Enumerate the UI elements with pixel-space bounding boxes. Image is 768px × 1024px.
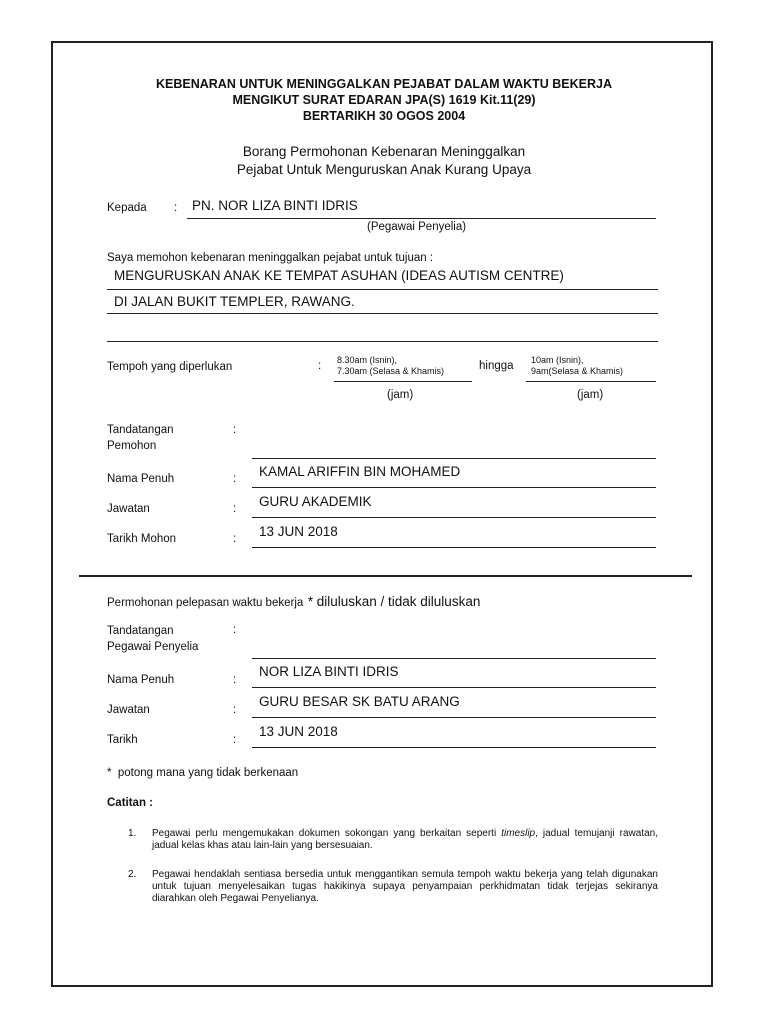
- pemohon-tandatangan-label2: Pemohon: [107, 440, 157, 452]
- tempoh-to-line2: 9am(Selasa & Khamis): [531, 366, 624, 376]
- tempoh-from: [337, 355, 444, 377]
- penyelia-tarikh-label: Tarikh: [107, 734, 138, 746]
- form-title-line2: MENGIKUT SURAT EDARAN JPA(S) 1619 Kit.11(29): [232, 93, 536, 107]
- pemohon-tarikh-label: Tarikh Mohon: [107, 533, 177, 545]
- penyelia-tandatangan-colon: :: [233, 624, 237, 636]
- tujuan-line1: MENGURUSKAN ANAK KE TEMPAT ASUHAN (IDEAS AUTISM CENTRE): [114, 268, 564, 283]
- penyelia-jawatan-colon: :: [233, 704, 237, 716]
- pemohon-nama-value: KAMAL ARIFFIN BIN MOHAMED: [259, 464, 461, 479]
- note1-text-b: , jadual temujanji rawatan, jadual kelas khas atau lain-lain yang bersesuaian.: [152, 828, 658, 851]
- kepada-caption: (Pegawai Penyelia): [367, 221, 467, 233]
- footnote: [107, 767, 298, 779]
- footnote-star: *: [107, 767, 112, 779]
- tempoh-colon: :: [318, 360, 322, 372]
- kelulusan-decision: * diluluskan / tidak diluluskan: [307, 594, 481, 609]
- pemohon-jawatan-value: GURU AKADEMIK: [259, 494, 372, 509]
- penyelia-tandatangan-label2: Pegawai Penyelia: [107, 641, 199, 653]
- penyelia-tarikh-colon: :: [233, 734, 237, 746]
- tempoh-from-line1: 8.30am (Isnin),: [337, 355, 398, 365]
- penyelia-tandatangan-label1: Tandatangan: [107, 625, 174, 637]
- tujuan-underline-3: [107, 341, 658, 342]
- penyelia-tarikh-value: 13 JUN 2018: [259, 724, 338, 739]
- tempoh-from-line2: 7.30am (Selasa & Khamis): [337, 366, 445, 376]
- pemohon-jawatan-underline: [252, 517, 656, 518]
- form-subtitle-line1: Borang Permohonan Kebenaran Meninggalkan: [242, 144, 526, 159]
- pemohon-jawatan-label: Jawatan: [107, 503, 150, 515]
- penyelia-nama-value: NOR LIZA BINTI IDRIS: [259, 664, 399, 679]
- kepada-colon: :: [174, 202, 178, 214]
- note1-text-em: timeslip: [501, 828, 536, 839]
- pemohon-nama-underline: [252, 487, 656, 488]
- note1-number: 1.: [128, 828, 137, 839]
- tujuan-underline-2: [107, 313, 658, 314]
- tujuan-label: Saya memohon kebenaran meninggalkan pejabat untuk tujuan :: [107, 252, 434, 264]
- section-divider: [79, 575, 692, 577]
- tempoh-from-underline: [334, 381, 472, 382]
- penyelia-nama-colon: :: [233, 674, 237, 686]
- pemohon-nama-label: Nama Penuh: [107, 473, 175, 485]
- form-title-line3: BERTARIKH 30 OGOS 2004: [302, 109, 466, 123]
- penyelia-tandatangan-underline: [252, 658, 656, 659]
- note1-text: [152, 828, 658, 852]
- tempoh-hingga: hingga: [479, 360, 514, 372]
- kepada-label: Kepada: [107, 202, 147, 214]
- penyelia-jawatan-value: GURU BESAR SK BATU ARANG: [259, 694, 460, 709]
- pemohon-tandatangan-underline: [252, 458, 656, 459]
- kepada-underline: [187, 218, 656, 219]
- pemohon-tandatangan-colon: :: [233, 424, 237, 436]
- tempoh-to-line1: 10am (Isnin),: [531, 355, 584, 365]
- footnote-text: potong mana yang tidak berkenaan: [117, 767, 299, 779]
- tempoh-to: [531, 355, 623, 377]
- form-subtitle-line2: Pejabat Untuk Menguruskan Anak Kurang Upaya: [236, 162, 532, 177]
- pemohon-nama-colon: :: [233, 473, 237, 485]
- pemohon-tandatangan-label1: Tandatangan: [107, 424, 174, 436]
- penyelia-tarikh-underline: [252, 747, 656, 748]
- kepada-value: PN. NOR LIZA BINTI IDRIS: [192, 198, 358, 213]
- tempoh-jam-2: (jam): [577, 389, 604, 401]
- form-title-line1: KEBENARAN UNTUK MENINGGALKAN PEJABAT DALAM WAKTU BEKERJA: [155, 77, 613, 91]
- tujuan-underline-1: [107, 289, 658, 290]
- note2-text: Pegawai hendaklah sentiasa bersedia untuk menggantikan semula tempoh waktu bekerja yang telah digunakan untuk tujuan menyelesaikan tugas hakikinya supaya penyampaian perkhidmatan tidak terjejas sekiranya diarahkan oleh Pegawai Penyelianya.: [152, 869, 658, 904]
- kelulusan-intro: Permohonan pelepasan waktu bekerja: [107, 597, 304, 609]
- pemohon-tarikh-underline: [252, 547, 656, 548]
- penyelia-nama-underline: [252, 687, 656, 688]
- penyelia-jawatan-label: Jawatan: [107, 704, 150, 716]
- tujuan-line2: DI JALAN BUKIT TEMPLER, RAWANG.: [114, 294, 355, 309]
- tempoh-to-underline: [526, 381, 656, 382]
- note1-text-a: Pegawai perlu mengemukakan dokumen sokongan yang berkaitan seperti: [152, 828, 497, 839]
- catitan-title: Catitan :: [107, 797, 153, 809]
- note2-number: 2.: [128, 869, 137, 880]
- penyelia-nama-label: Nama Penuh: [107, 674, 175, 686]
- tempoh-label: Tempoh yang diperlukan: [107, 361, 233, 373]
- pemohon-tarikh-value: 13 JUN 2018: [259, 524, 338, 539]
- pemohon-jawatan-colon: :: [233, 503, 237, 515]
- penyelia-jawatan-underline: [252, 717, 656, 718]
- tempoh-jam-1: (jam): [387, 389, 414, 401]
- kelulusan-statement: [107, 593, 480, 611]
- pemohon-tarikh-colon: :: [233, 533, 237, 545]
